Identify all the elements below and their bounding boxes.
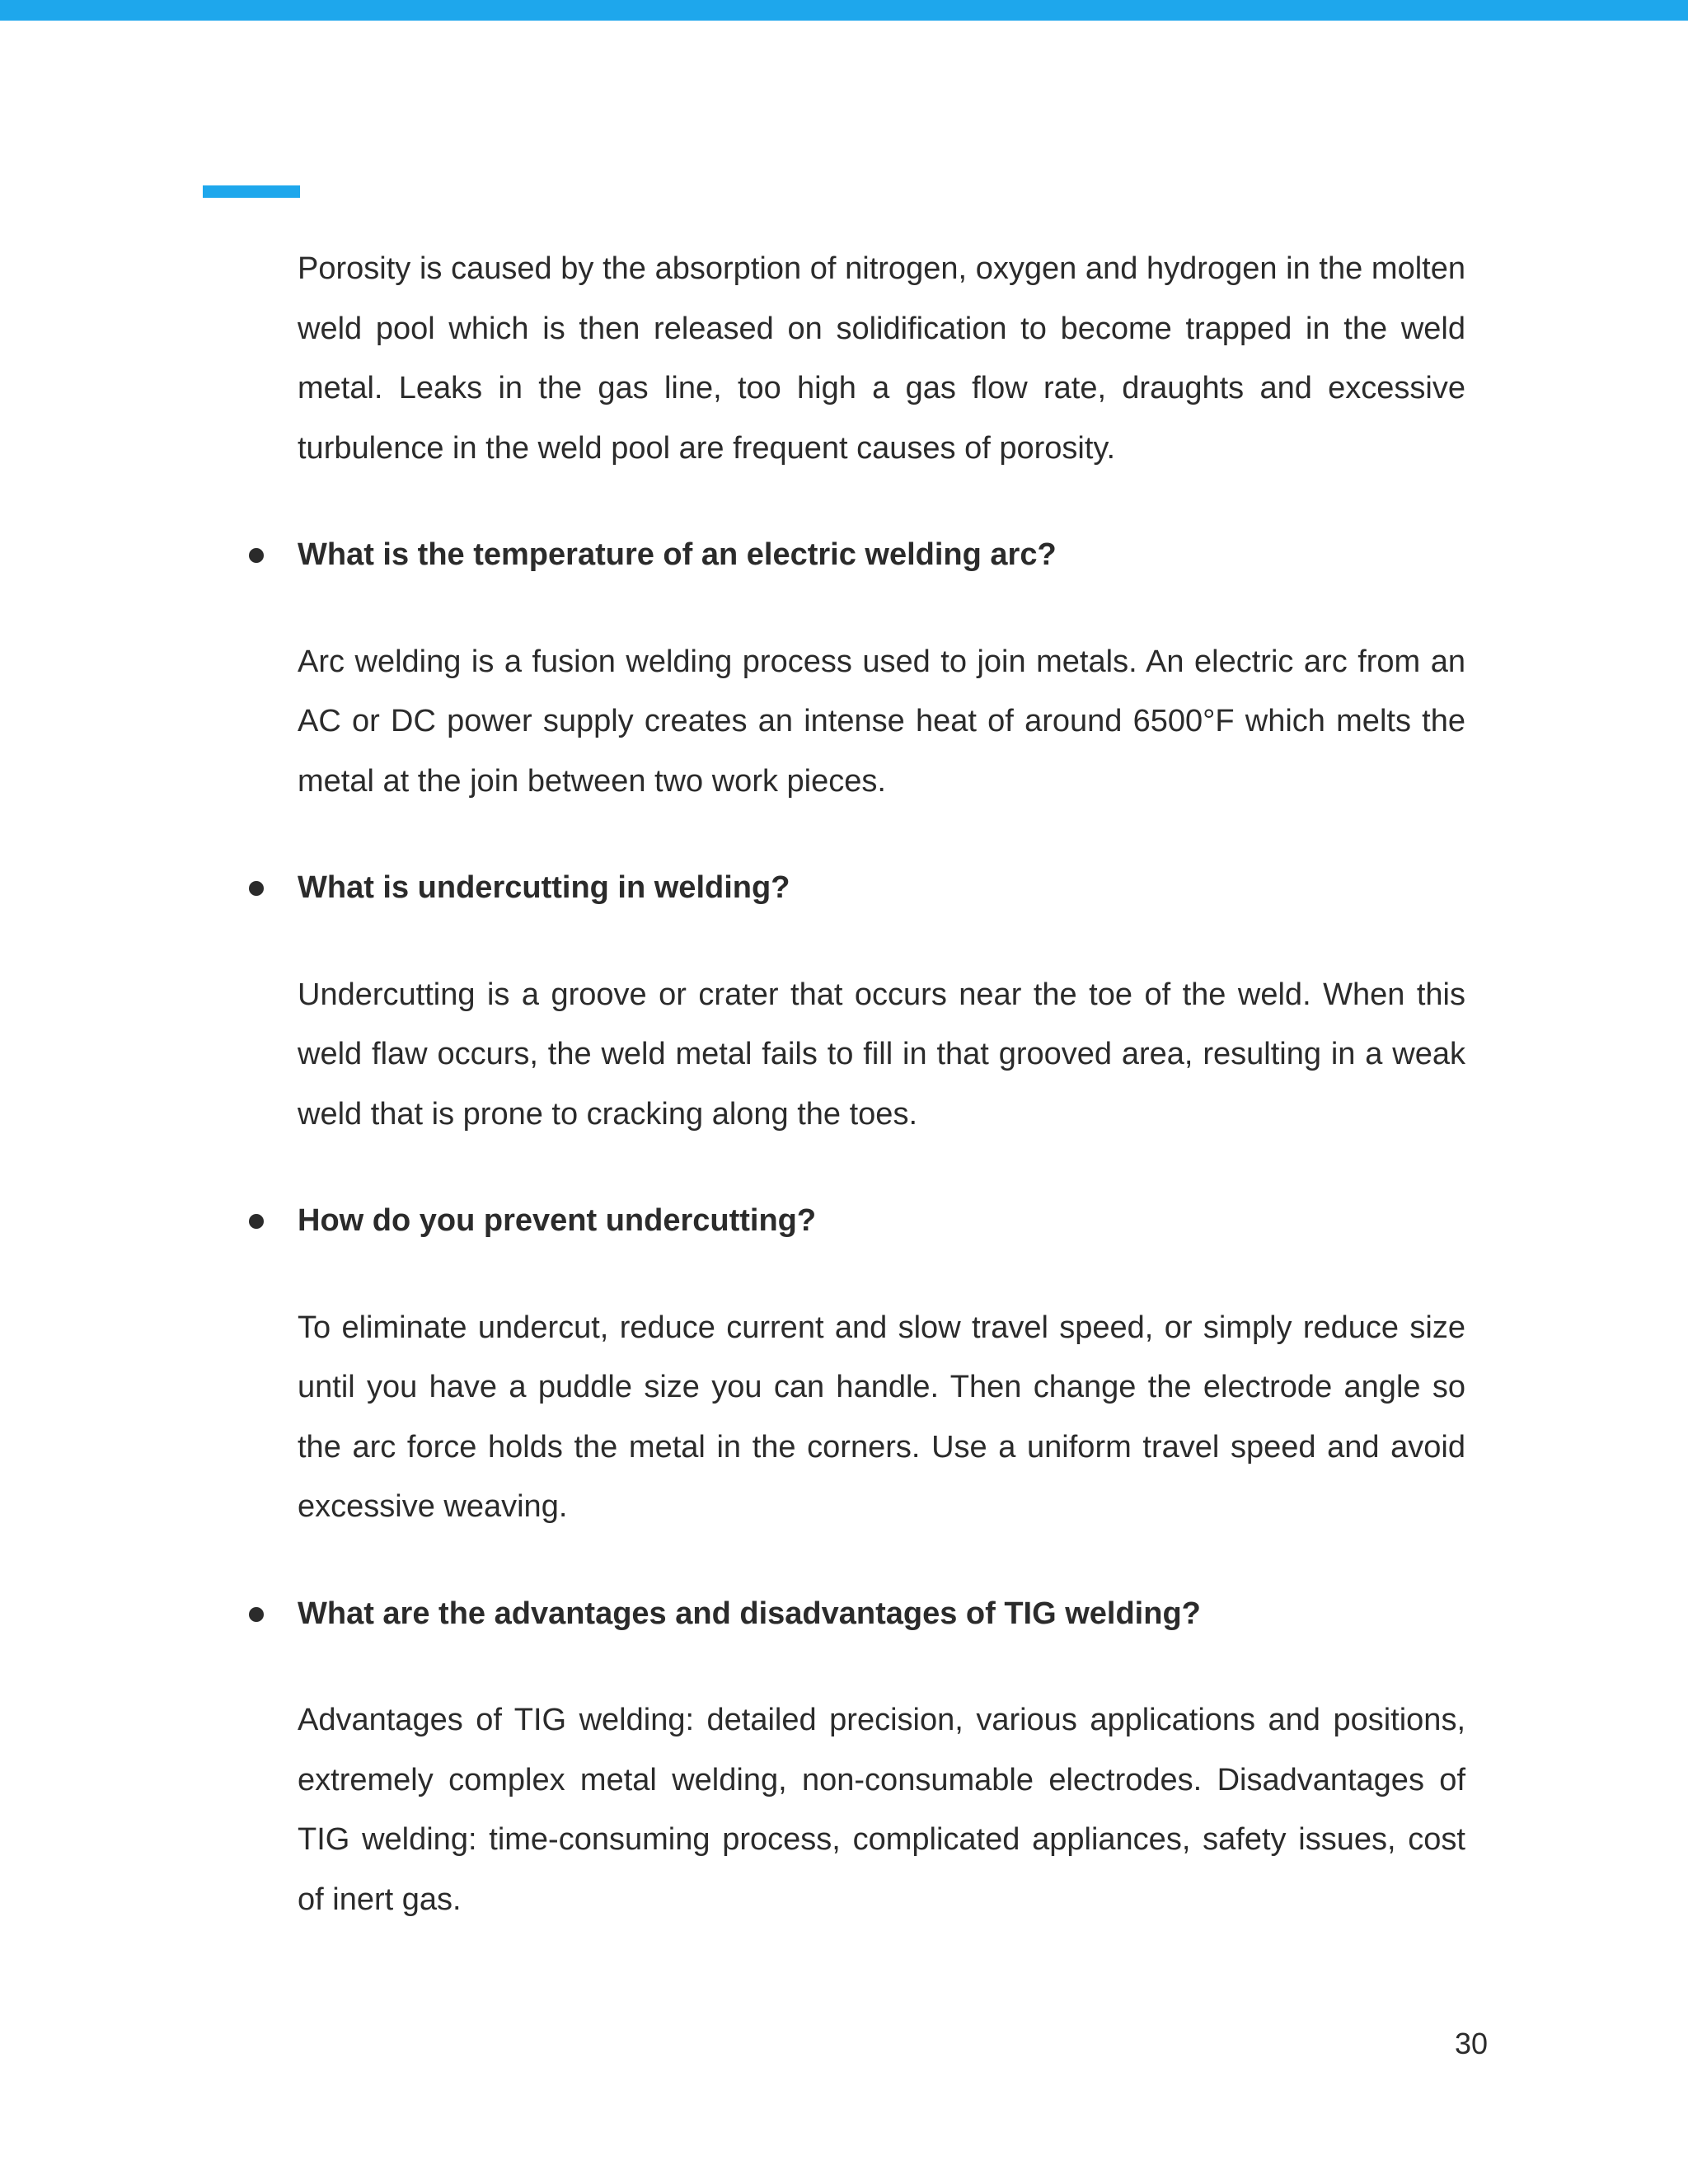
intro-paragraph: Porosity is caused by the absorption of nitrogen, oxygen and hydrogen in the molten weld pool which is then released on solidification to become trapped in the weld metal. Leaks in the gas line, too high a gas flow rate, draughts and excessive turbulence in the weld pool are frequent causes of porosity. — [298, 251, 1465, 466]
faq-question — [298, 1191, 1465, 1251]
faq-question-text: What is undercutting in welding? — [298, 870, 790, 905]
faq-answer: To eliminate undercut, reduce current and slow travel speed, or simply reduce size until you have a puddle size you can handle. Then change the electrode angle so the arc force holds the metal in the corners. Use a uniform travel speed and avoid excessive weaving. — [298, 1310, 1465, 1524]
bullet-icon — [249, 548, 264, 563]
header-accent-bar — [0, 0, 1688, 21]
faq-question-text: What are the advantages and disadvantages of TIG welding? — [298, 1596, 1201, 1631]
page-number: 30 — [1454, 2027, 1488, 2060]
faq-question-text: What is the temperature of an electric welding arc? — [298, 537, 1057, 572]
faq-question — [298, 858, 1465, 918]
faq-answer: Advantages of TIG welding: detailed precision, various applications and positions, extremely complex metal welding, non-consumable electrodes. Disadvantages of TIG welding: time-consuming process, complicated appliances, safety issues, cost of inert gas. — [298, 1703, 1465, 1917]
faq-question — [298, 525, 1465, 585]
page-content — [298, 239, 1465, 1929]
section-accent-mark — [203, 185, 300, 198]
faq-answer: Arc welding is a fusion welding process used to join metals. An electric arc from an AC or DC power supply creates an intense heat of around 6500°F which melts the metal at the join between two work pieces. — [298, 644, 1465, 799]
faq-question-text: How do you prevent undercutting? — [298, 1203, 817, 1238]
faq-answer: Undercutting is a groove or crater that occurs near the toe of the weld. When this weld flaw occurs, the weld metal fails to fill in that grooved area, resulting in a weak weld that is prone to cracking along the toes. — [298, 977, 1465, 1132]
faq-question — [298, 1584, 1465, 1644]
bullet-icon — [249, 881, 264, 896]
bullet-icon — [249, 1214, 264, 1229]
bullet-icon — [249, 1607, 264, 1622]
